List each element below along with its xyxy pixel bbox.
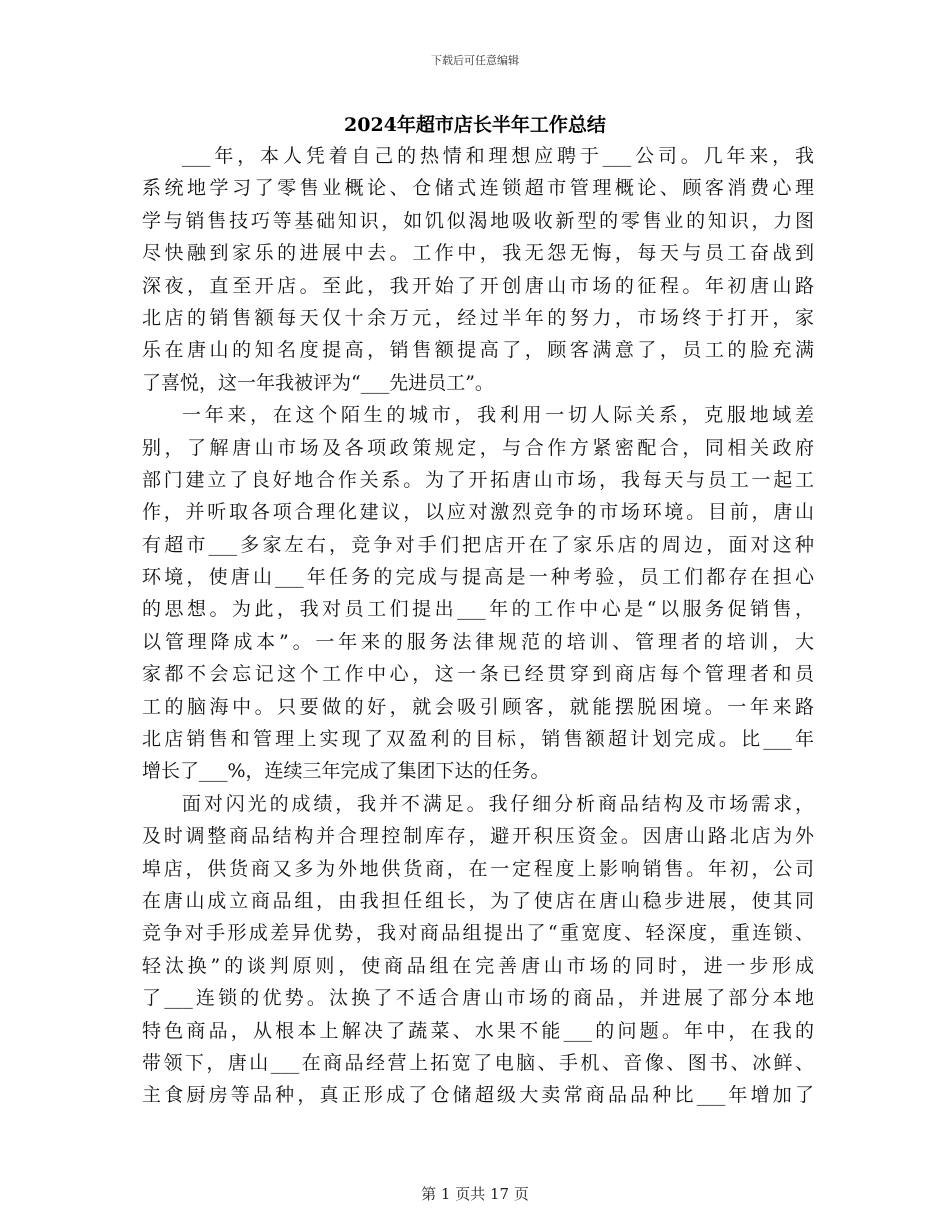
paragraph-2-line: 增长了___%，连续三年完成了集团下达的任务。: [142, 760, 550, 783]
paragraph-1-line: 系统地学习了零售业概论、仓储式连锁超市管理概论、顾客消费心理: [142, 177, 814, 200]
paragraph-2-line: 作，并听取各项合理化建议，以应对激烈竞争的市场环境。目前，唐山: [142, 501, 814, 524]
paragraph-3-line: 在唐山成立商品组，由我担任组长，为了使店在唐山稳步进展，使其同: [142, 889, 814, 912]
paragraph-3-line: 主食厨房等品种，真正形成了仓储超级大卖常商品品种比___年增加了: [142, 1084, 814, 1107]
paragraph-3-line: 面对闪光的成绩，我并不满足。我仔细分析商品结构及市场需求，: [182, 792, 814, 815]
paragraph-2-line: 别，了解唐山市场及各项政策规定，与合作方紧密配合，同相关政府: [142, 436, 814, 459]
paragraph-3-line: 及时调整商品结构并合理控制库存，避开积压资金。因唐山路北店为外: [142, 825, 814, 848]
paragraph-3-line: 轻汰换”的谈判原则，使商品组在完善唐山市场的同时，进一步形成: [142, 954, 814, 977]
paragraph-1-line: 深夜，直至开店。至此，我开始了开创唐山市场的征程。年初唐山路: [142, 274, 814, 297]
paragraph-1-line: 了喜悦，这一年我被评为“___先进员工”。: [142, 371, 494, 394]
paragraph-1-line: 乐在唐山的知名度提高，销售额提高了，顾客满意了，员工的脸充满: [142, 339, 814, 362]
paragraph-1-line: 北店的销售额每天仅十余万元，经过半年的努力，市场终于打开，家: [142, 306, 814, 329]
document-title: 2024年超市店长半年工作总结: [344, 114, 606, 136]
paragraph-1-line: 学与销售技巧等基础知识，如饥似渴地吸收新型的零售业的知识，力图: [142, 209, 814, 232]
paragraph-2-line: 工的脑海中。只要做的好，就会吸引顾客，就能摆脱困境。一年来路: [142, 695, 814, 718]
paragraph-2-line: 有超市___多家左右，竞争对手们把店开在了家乐店的周边，面对这种: [142, 533, 814, 556]
paragraph-1-line: 尽快融到家乐的进展中去。工作中，我无怨无悔，每天与员工奋战到: [142, 242, 814, 265]
document-body: [142, 140, 814, 1112]
paragraph-2-line: 部门建立了良好地合作关系。为了开拓唐山市场，我每天与员工一起工: [142, 468, 814, 491]
page-footer: 第 1 页共 17 页: [421, 1185, 529, 1203]
paragraph-3-line: 特色商品，从根本上解决了蔬菜、水果不能___的问题。年中，在我的: [142, 1019, 814, 1042]
paragraph-3-line: 埠店，供货商又多为外地供货商，在一定程度上影响销售。年初，公司: [142, 857, 814, 880]
paragraph-1-line: ___年，本人凭着自己的热情和理想应聘于___公司。几年来，我: [182, 145, 814, 167]
paragraph-2-line: 以管理降成本”。一年来的服务法律规范的培训、管理者的培训，大: [142, 630, 814, 653]
paragraph-3-line: 带领下，唐山___在商品经营上拓宽了电脑、手机、音像、图书、冰鲜、: [142, 1051, 814, 1074]
paragraph-3-line: 竞争对手形成差异优势，我对商品组提出了“重宽度、轻深度，重连锁、: [142, 922, 814, 945]
paragraph-2-line: 一年来，在这个陌生的城市，我利用一切人际关系，克服地域差: [182, 404, 814, 427]
paragraph-2-line: 的思想。为此，我对员工们提出___年的工作中心是“以服务促销售，: [142, 598, 814, 621]
paragraph-2-line: 北店销售和管理上实现了双盈利的目标，销售额超计划完成。比___年: [142, 728, 814, 751]
paragraph-3-line: 了___连锁的优势。汰换了不适合唐山市场的商品，并进展了部分本地: [142, 987, 814, 1010]
page-header: 下载后可任意编辑: [431, 54, 519, 67]
paragraph-2-line: 家都不会忘记这个工作中心，这一条已经贯穿到商店每个管理者和员: [142, 663, 814, 686]
paragraph-2-line: 环境，使唐山___年任务的完成与提高是一种考验，员工们都存在担心: [142, 566, 814, 589]
